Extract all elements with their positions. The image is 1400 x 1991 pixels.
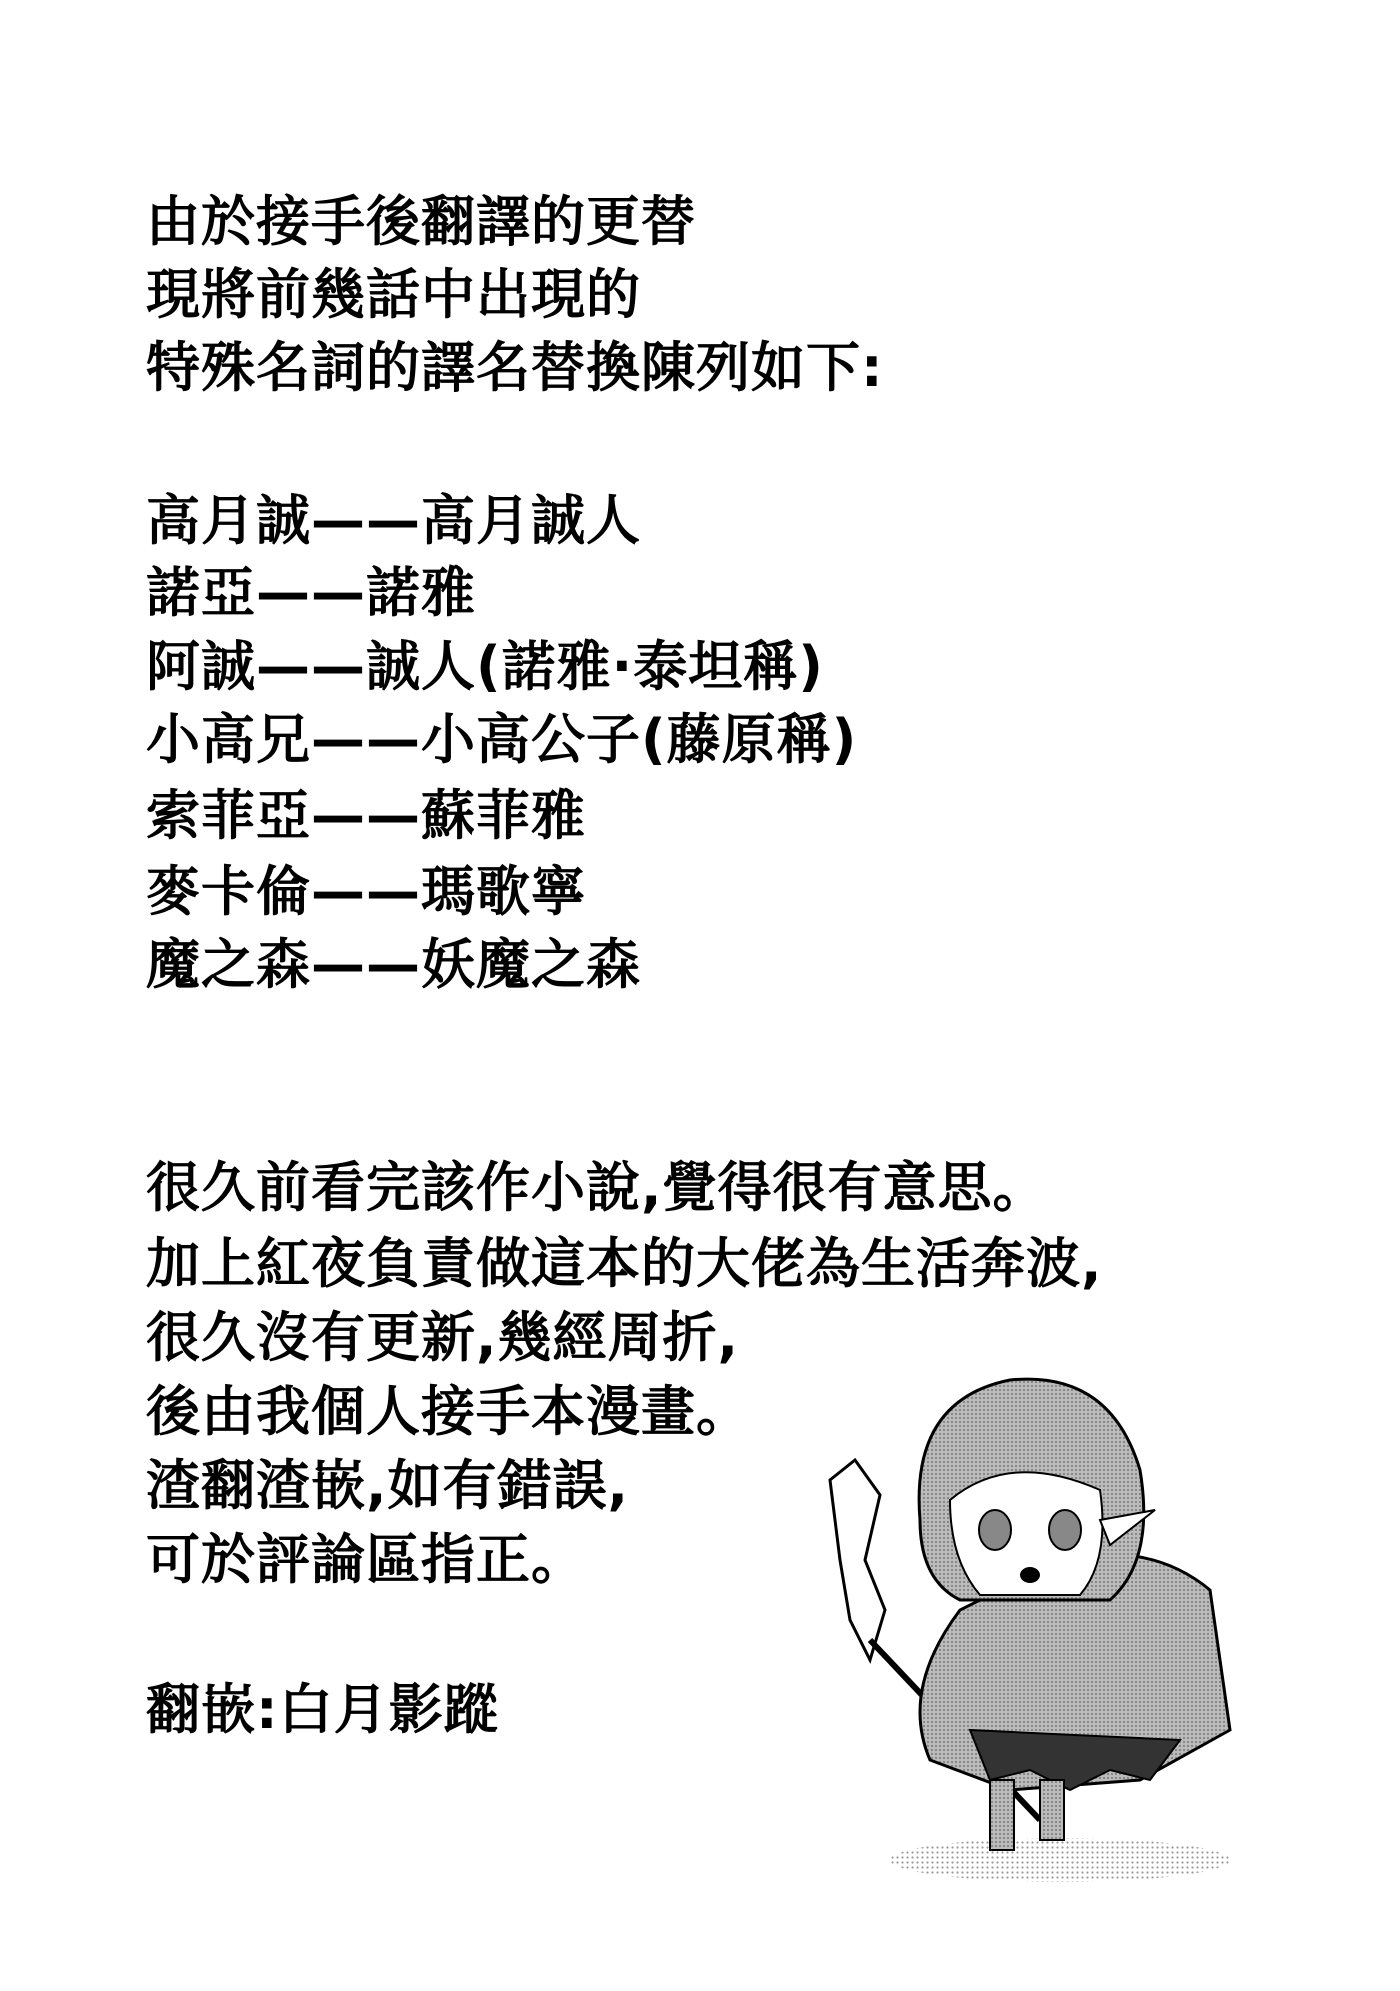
intro-line: 由於接手後翻譯的更替 xyxy=(146,190,696,253)
note-line: 後由我個人接手本漫畫。 xyxy=(146,1380,751,1443)
note-line: 很久沒有更新,幾經周折, xyxy=(146,1306,740,1369)
note-line: 很久前看完該作小說,覺得很有意思。 xyxy=(146,1156,1048,1219)
chibi-character-illustration xyxy=(810,1360,1310,1900)
name-change-item: 索菲亞——蘇菲雅 xyxy=(146,784,586,847)
note-line: 渣翻渣嵌,如有錯誤, xyxy=(146,1454,630,1517)
intro-line: 現將前幾話中出現的 xyxy=(146,263,641,326)
name-change-item: 魔之森——妖魔之森 xyxy=(146,933,641,996)
credit: 翻嵌:白月影蹤 xyxy=(146,1678,499,1741)
name-change-item: 諾亞——諾雅 xyxy=(146,561,476,624)
intro-line: 特殊名詞的譯名替換陳列如下: xyxy=(146,336,884,399)
name-change-item: 小高兄——小高公子(藤原稱) xyxy=(146,708,858,771)
note-line: 可於評論區指正。 xyxy=(146,1528,586,1591)
name-change-item: 高月誠——高月誠人 xyxy=(146,489,641,552)
note-line: 加上紅夜負責做這本的大佬為生活奔波, xyxy=(146,1232,1103,1295)
name-change-item: 麥卡倫——瑪歌寧 xyxy=(146,860,586,923)
name-change-item: 阿誠——誠人(諾雅·泰坦稱) xyxy=(146,635,824,698)
